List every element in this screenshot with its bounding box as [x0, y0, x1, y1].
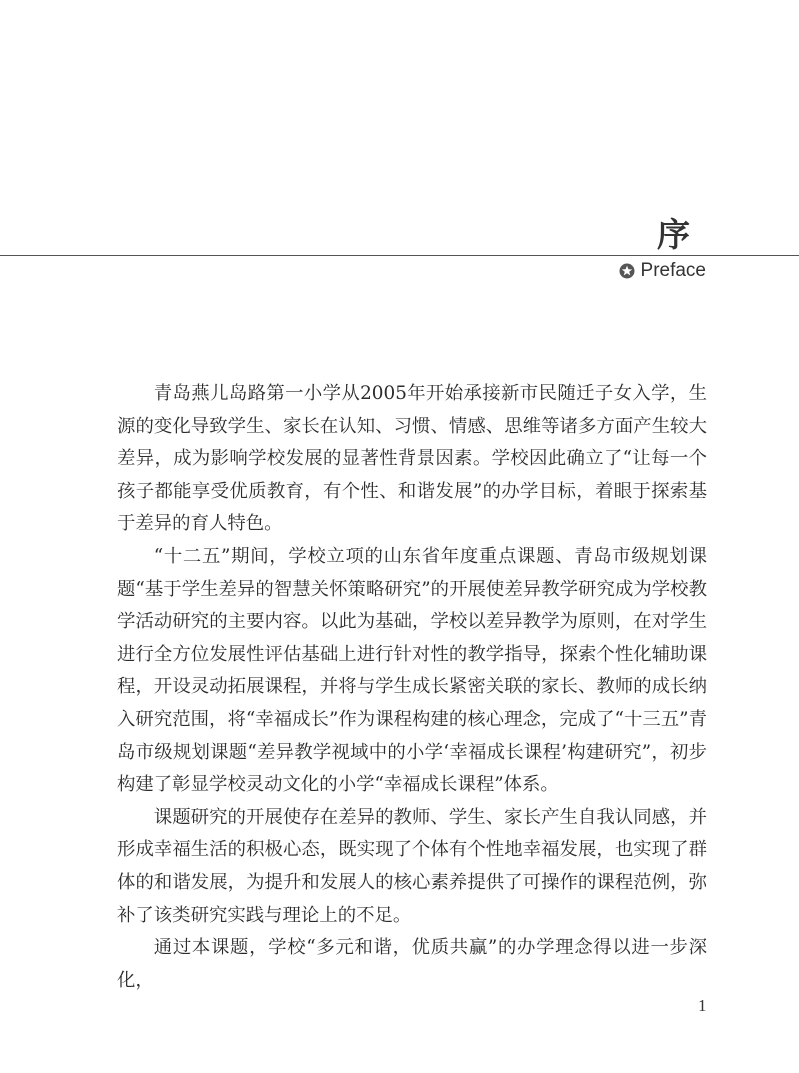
- paragraph: 通过本课题，学校“多元和谐，优质共赢”的办学理念得以进一步深化，: [117, 937, 707, 991]
- page-number: 1: [698, 996, 707, 1015]
- title-divider: [0, 255, 799, 256]
- body-text: [117, 378, 707, 997]
- star-circle-icon: [619, 263, 635, 279]
- subtitle-text: Preface: [640, 260, 706, 281]
- chapter-subtitle: [619, 259, 706, 283]
- paragraph: 课题研究的开展使存在差异的教师、学生、家长产生自我认同感，并形成幸福生活的积极心态，既实现了个体有个性地幸福发展，也实现了群体的和谐发展，为提升和发展人的核心素养提供了可操作的课程范例，弥补了该类研究实践与理论上的不足。: [117, 806, 707, 926]
- chapter-title: 序: [657, 215, 690, 254]
- paragraph: 青岛燕儿岛路第一小学从2005年开始承接新市民随迁子女入学，生源的变化导致学生、家长在认知、习惯、情感、思维等诸多方面产生较大差异，成为影响学校发展的显著性背景因素。学校因此确立了“让每一个孩子都能享受优质教育，有个性、和谐发展”的办学目标，着眼于探索基于差异的育人特色。: [117, 383, 707, 535]
- paragraph: “十二五”期间，学校立项的山东省年度重点课题、青岛市级规划课题“基于学生差异的智慧关怀策略研究”的开展使差异教学研究成为学校教学活动研究的主要内容。以此为基础，学校以差异教学为原则，在对学生进行全方位发展性评估基础上进行针对性的教学指导，探索个性化辅助课程，开设灵动拓展课程，并将与学生成长紧密关联的家长、教师的成长纳入研究范围，将“幸福成长”作为课程构建的核心理念，完成了“十三五”青岛市级规划课题“差异教学视域中的小学‘幸福成长课程’构建研究”，初步构建了彰显学校灵动文化的小学“幸福成长课程”体系。: [117, 545, 707, 796]
